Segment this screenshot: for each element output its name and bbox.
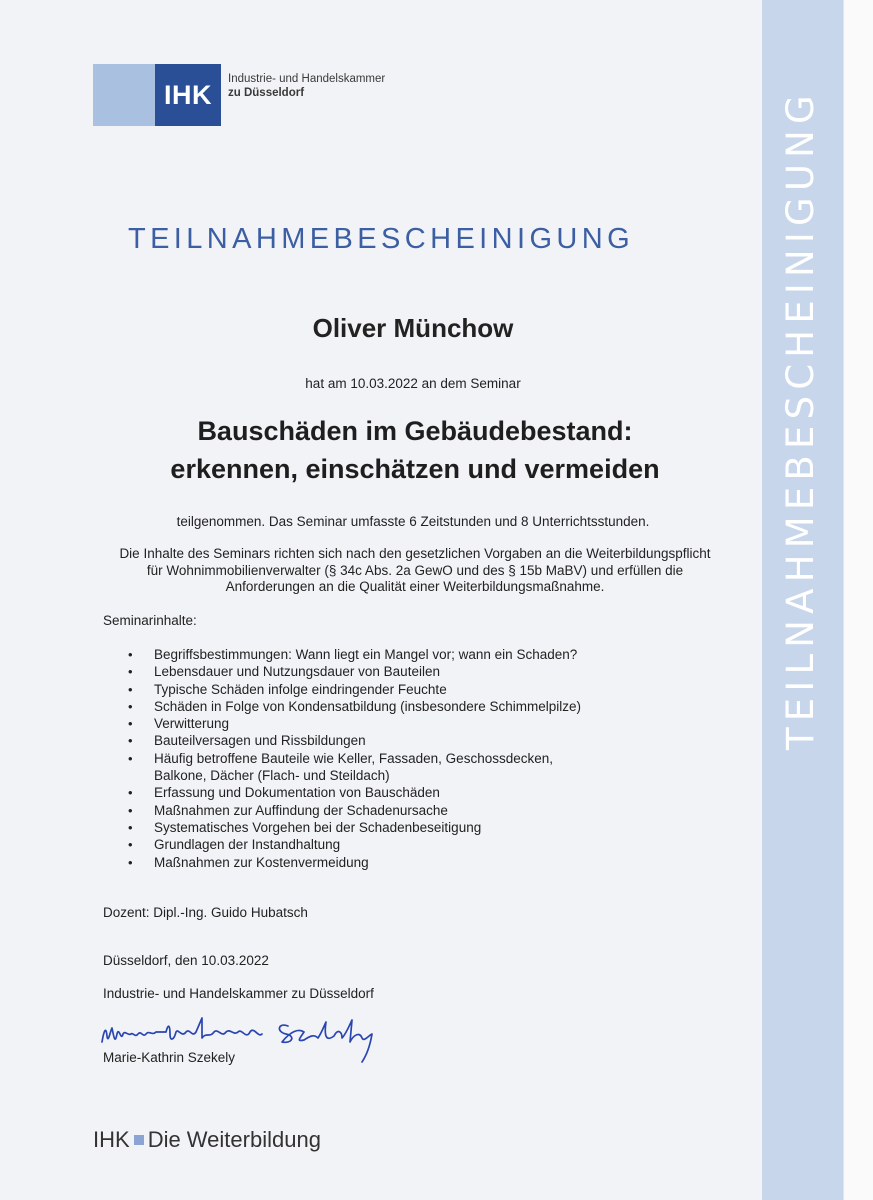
seminar-title-line1: Bauschäden im Gebäudebestand: [197,416,633,446]
legal-paragraph-line: Anforderungen an die Qualität einer Weiterbildungsmaßnahme. [225,579,605,594]
logo-text-line1: Industrie- und Handelskammer [228,73,386,85]
certificate-title: TEILNAHMEBESCHEINIGUNG [127,223,635,255]
place-date: Düsseldorf, den 10.03.2022 [103,953,269,968]
list-item [126,750,646,785]
list-item: • Bauteilversagen und Rissbildungen [126,732,646,749]
side-band-text: TEILNAHMEBESCHEINIGUNG [779,89,822,750]
list-item: • Maßnahmen zur Auffindung der Schadenursache [126,802,646,819]
participation-text: teilgenommen. Das Seminar umfasste 6 Zeitstunden und 8 Unterrichtsstunden. [176,514,650,529]
seminar-title [0,412,830,488]
intro-text: hat am 10.03.2022 an dem Seminar [305,376,521,391]
ihk-logo: IHK [155,64,221,126]
list-item-line: • Häufig betroffene Bauteile wie Keller, Fassaden, Geschossdecken, [154,750,553,766]
legal-paragraph [0,546,830,596]
list-item: • Typische Schäden infolge eindringender Feuchte [126,681,646,698]
legal-paragraph-line: für Wohnimmobilienverwalter (§ 34c Abs. 2a GewO und des § 15b MaBV) und erfüllen die [146,562,684,578]
legal-paragraph-line: Die Inhalte des Seminars richten sich nach den gesetzlichen Vorgaben an die Weiterbildungspflicht [119,546,711,561]
participant-name: Oliver Münchow [312,313,514,343]
contents-list [126,646,646,871]
footer-brand [93,1127,321,1153]
logo-text-line2: zu Düsseldorf [228,87,305,99]
logo-bar [93,64,155,126]
list-item: • Lebensdauer und Nutzungsdauer von Bauteilen [126,663,646,680]
page-edge [843,0,873,1200]
square-icon [134,1135,144,1145]
list-item: • Schäden in Folge von Kondensatbildung (insbesondere Schimmelpilze) [126,698,646,715]
list-item: • Begriffsbestimmungen: Wann liegt ein Mangel vor; wann ein Schaden? [126,646,646,663]
list-item: • Systematisches Vorgehen bei der Schadenbeseitigung [126,819,646,836]
list-item: • Verwitterung [126,715,646,732]
list-item: • Maßnahmen zur Kostenvermeidung [126,854,646,871]
footer-brand-right: Die Weiterbildung [147,1127,321,1152]
lecturer: Dozent: Dipl.-Ing. Guido Hubatsch [103,905,308,920]
list-item: • Erfassung und Dokumentation von Bauschäden [126,784,646,801]
issuer: Industrie- und Handelskammer zu Düsseldorf [103,986,374,1001]
seminar-title-line2: erkennen, einschätzen und vermeiden [170,454,660,484]
footer-brand-left: IHK [93,1127,130,1152]
signatory-name: Marie-Kathrin Szekely [103,1050,236,1065]
list-item-line: Balkone, Dächer (Flach- und Steildach) [154,768,390,784]
contents-heading: Seminarinhalte: [103,613,197,628]
list-item: • Grundlagen der Instandhaltung [126,836,646,853]
